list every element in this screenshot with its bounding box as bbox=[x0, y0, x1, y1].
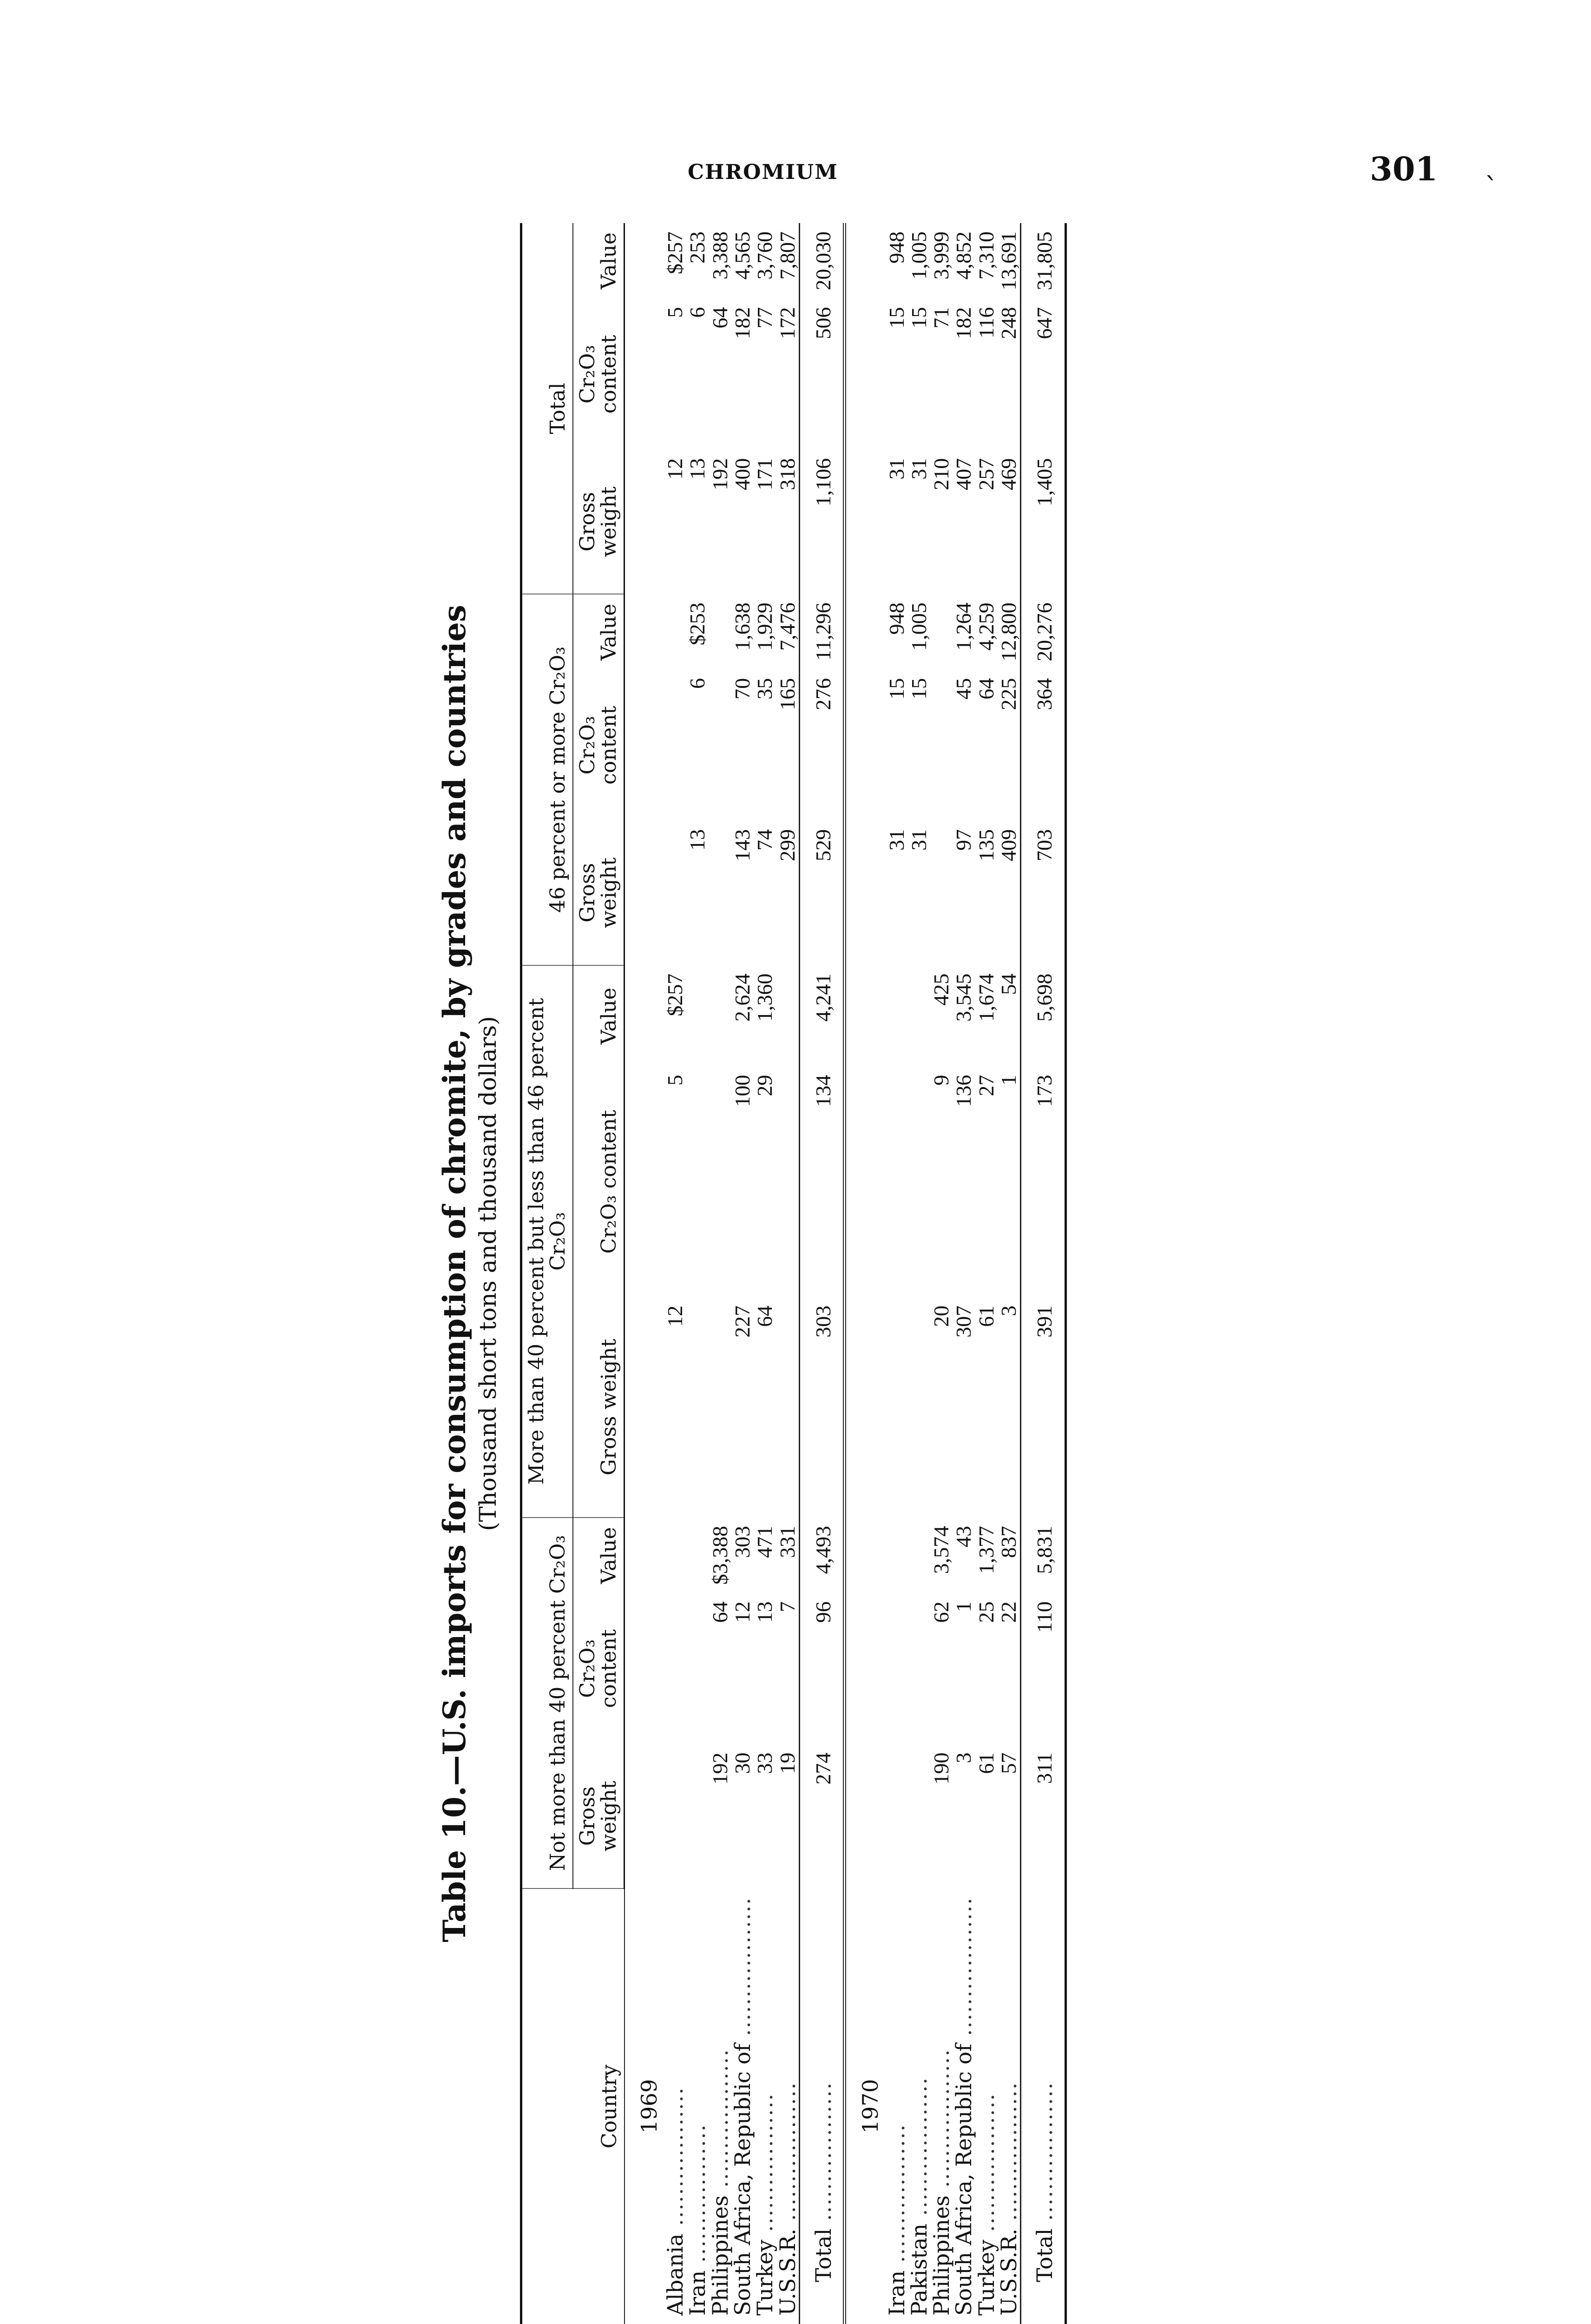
value-cell: 3,388 bbox=[708, 231, 732, 280]
value-cell bbox=[908, 1744, 930, 1889]
value-cell: 143 bbox=[730, 829, 755, 861]
subheader-cell: Cr₂O₃ content bbox=[573, 1067, 625, 1297]
value-cell: 299 bbox=[775, 829, 799, 861]
value-cell: 3 bbox=[997, 1305, 1020, 1316]
value-cell bbox=[886, 1744, 908, 1889]
subheader-cell: Gross weight bbox=[573, 1744, 625, 1889]
value-cell: 7,476 bbox=[775, 602, 799, 651]
value-cell: 61 bbox=[974, 1752, 998, 1774]
value-cell: 4,259 bbox=[974, 602, 998, 651]
value-cell: $3,388 bbox=[708, 1525, 732, 1585]
value-cell: 948 bbox=[884, 231, 908, 264]
value-cell: 74 bbox=[753, 829, 777, 851]
country-cell: Iran ..... bbox=[886, 1888, 908, 2324]
value-cell: 61 bbox=[974, 1305, 998, 1327]
subheader-cell: Value bbox=[573, 965, 625, 1067]
value-cell: 190 bbox=[929, 1752, 953, 1785]
value-cell: 71 bbox=[929, 307, 953, 329]
value-cell: 15 bbox=[884, 307, 908, 329]
table-row bbox=[908, 223, 930, 2324]
year-row bbox=[845, 223, 886, 2324]
total-value-cell: 506 bbox=[799, 299, 844, 450]
value-cell: 318 bbox=[775, 458, 799, 490]
total-value-cell: 1,405 bbox=[1021, 450, 1065, 594]
table-row bbox=[731, 223, 754, 2324]
value-cell: 837 bbox=[997, 1525, 1020, 1558]
value-cell bbox=[930, 594, 953, 670]
value-cell: 31 bbox=[907, 458, 931, 480]
stray-mark: ` bbox=[1485, 172, 1499, 205]
value-cell: 331 bbox=[775, 1525, 799, 1558]
value-cell bbox=[930, 821, 953, 965]
subheader-cell: Gross weight bbox=[573, 450, 625, 594]
table-row bbox=[975, 223, 998, 2324]
value-cell: 64 bbox=[708, 307, 732, 329]
table-row bbox=[953, 223, 975, 2324]
value-cell: 407 bbox=[952, 458, 976, 490]
value-cell: 409 bbox=[997, 829, 1020, 861]
value-cell: 12,800 bbox=[997, 602, 1020, 661]
total-row bbox=[799, 223, 844, 2324]
subheader-cell: Cr₂O₃ content bbox=[573, 670, 625, 821]
rotated-table-block bbox=[433, 223, 1158, 2324]
value-cell bbox=[886, 1297, 908, 1518]
total-value-cell: 20,030 bbox=[799, 223, 844, 299]
total-value-cell: 529 bbox=[799, 821, 844, 965]
value-cell: 1,360 bbox=[753, 973, 777, 1022]
total-value-cell: 11,296 bbox=[799, 594, 844, 670]
value-cell: 22 bbox=[997, 1601, 1020, 1623]
value-cell bbox=[664, 1744, 686, 1889]
year-row bbox=[625, 223, 664, 2324]
value-cell: 12 bbox=[663, 1305, 687, 1327]
table-title: Table 10.—U.S. imports for consumption of chromite, by grades and countries bbox=[436, 605, 473, 1942]
value-cell: 5 bbox=[663, 307, 687, 318]
value-cell: 31 bbox=[907, 829, 931, 851]
value-cell: 57 bbox=[997, 1752, 1020, 1774]
value-cell: 12 bbox=[663, 458, 687, 480]
value-cell bbox=[908, 1593, 930, 1744]
subheader-cell: Gross weight bbox=[573, 821, 625, 965]
table-row bbox=[754, 223, 776, 2324]
country-cell: Iran ..... bbox=[686, 1888, 709, 2324]
value-cell bbox=[908, 1067, 930, 1297]
total-label: Total ..... bbox=[1021, 1888, 1065, 2324]
value-cell: 100 bbox=[730, 1075, 755, 1107]
country-cell: U.S.S.R. ..... bbox=[998, 1888, 1021, 2324]
value-cell: 20 bbox=[929, 1305, 953, 1327]
value-cell: 31 bbox=[884, 458, 908, 480]
total-value-cell: 703 bbox=[1021, 821, 1065, 965]
value-cell: 12 bbox=[730, 1601, 755, 1623]
value-cell: 425 bbox=[929, 973, 953, 1006]
value-cell: 27 bbox=[974, 1075, 998, 1096]
page-number: 301 bbox=[1370, 150, 1438, 188]
value-cell bbox=[686, 1518, 709, 1593]
value-cell: 253 bbox=[685, 231, 710, 264]
value-cell: 7,807 bbox=[775, 231, 799, 280]
subheader-cell: Value bbox=[573, 223, 625, 299]
value-cell: 171 bbox=[753, 458, 777, 490]
value-cell: 30 bbox=[730, 1752, 755, 1774]
running-head: CHROMIUM bbox=[688, 160, 838, 184]
table-row bbox=[930, 223, 953, 2324]
total-value-cell: 364 bbox=[1021, 670, 1065, 821]
value-cell: 227 bbox=[730, 1305, 755, 1338]
value-cell: 77 bbox=[753, 307, 777, 329]
country-cell: Turkey ..... bbox=[754, 1888, 776, 2324]
value-cell bbox=[930, 670, 953, 821]
value-cell bbox=[886, 1067, 908, 1297]
value-cell bbox=[686, 1744, 709, 1889]
value-cell: 13,691 bbox=[997, 231, 1020, 290]
value-cell: 64 bbox=[708, 1601, 732, 1623]
value-cell bbox=[664, 670, 686, 821]
value-cell: 257 bbox=[974, 458, 998, 490]
value-cell: 248 bbox=[997, 307, 1020, 339]
total-label: Total ..... bbox=[799, 1888, 844, 2324]
table-row bbox=[998, 223, 1021, 2324]
value-cell: 15 bbox=[907, 307, 931, 329]
value-cell: 1,674 bbox=[974, 973, 998, 1022]
country-cell: Philippines ..... bbox=[930, 1888, 953, 2324]
value-cell: 1 bbox=[952, 1601, 976, 1612]
value-cell: $257 bbox=[663, 973, 687, 1017]
value-cell: 172 bbox=[775, 307, 799, 339]
value-cell: 165 bbox=[775, 678, 799, 710]
value-cell: 6 bbox=[685, 678, 710, 689]
total-value-cell: 5,698 bbox=[1021, 965, 1065, 1067]
value-cell: 3,760 bbox=[753, 231, 777, 280]
group-header: 46 percent or more Cr₂O₃ bbox=[521, 594, 573, 965]
value-cell: 1,638 bbox=[730, 602, 755, 651]
value-cell bbox=[776, 965, 800, 1067]
value-cell: 3 bbox=[952, 1752, 976, 1763]
value-cell: 1,264 bbox=[952, 602, 976, 651]
value-cell: 35 bbox=[753, 678, 777, 700]
value-cell: 31 bbox=[884, 829, 908, 851]
value-cell: 182 bbox=[952, 307, 976, 339]
value-cell bbox=[664, 821, 686, 965]
total-value-cell: 4,493 bbox=[799, 1518, 844, 1593]
country-cell: U.S.S.R. ..... bbox=[776, 1888, 800, 2324]
value-cell: 1 bbox=[997, 1075, 1020, 1086]
value-cell: 19 bbox=[775, 1752, 799, 1774]
value-cell bbox=[886, 1593, 908, 1744]
group-header: Total bbox=[521, 223, 573, 594]
value-cell bbox=[908, 965, 930, 1067]
value-cell bbox=[686, 965, 709, 1067]
value-cell bbox=[886, 1518, 908, 1593]
value-cell: 116 bbox=[974, 307, 998, 338]
value-cell: 62 bbox=[929, 1601, 953, 1623]
year-label: 1969 bbox=[636, 2079, 662, 2134]
value-cell: 469 bbox=[997, 458, 1020, 490]
value-cell: 210 bbox=[929, 458, 953, 490]
value-cell: 33 bbox=[753, 1752, 777, 1774]
country-cell: Turkey ..... bbox=[975, 1888, 998, 2324]
value-cell: 400 bbox=[730, 458, 755, 490]
total-value-cell: 20,276 bbox=[1021, 594, 1065, 670]
value-cell: 471 bbox=[753, 1525, 777, 1558]
value-cell: 15 bbox=[884, 678, 908, 700]
country-cell: South Africa, Republic of ..... bbox=[953, 1888, 975, 2324]
value-cell bbox=[709, 594, 731, 670]
subheader-cell: Value bbox=[573, 1518, 625, 1593]
value-cell bbox=[709, 965, 731, 1067]
value-cell: 5 bbox=[663, 1075, 687, 1086]
value-cell: 29 bbox=[753, 1075, 777, 1096]
value-cell: 64 bbox=[974, 678, 998, 700]
value-cell: 182 bbox=[730, 307, 755, 339]
country-cell: South Africa, Republic of ..... bbox=[731, 1888, 754, 2324]
total-value-cell: 1,106 bbox=[799, 450, 844, 594]
subheader-cell: Gross weight bbox=[573, 1297, 625, 1518]
country-cell: Pakistan ..... bbox=[908, 1888, 930, 2324]
value-cell: 1,929 bbox=[753, 602, 777, 651]
value-cell bbox=[709, 821, 731, 965]
subheader-cell: Cr₂O₃ content bbox=[573, 299, 625, 450]
value-cell bbox=[908, 1297, 930, 1518]
value-cell: 3,999 bbox=[929, 231, 953, 280]
total-value-cell: 276 bbox=[799, 670, 844, 821]
total-value-cell: 134 bbox=[799, 1067, 844, 1297]
value-cell: 54 bbox=[997, 973, 1020, 995]
value-cell: 1,005 bbox=[907, 231, 931, 280]
value-cell: 3,545 bbox=[952, 973, 976, 1022]
value-cell: 97 bbox=[952, 829, 976, 851]
value-cell: 25 bbox=[974, 1601, 998, 1623]
total-value-cell: 303 bbox=[799, 1297, 844, 1518]
total-value-cell: 4,241 bbox=[799, 965, 844, 1067]
value-cell bbox=[709, 1297, 731, 1518]
total-value-cell: 391 bbox=[1021, 1297, 1065, 1518]
value-cell: 13 bbox=[685, 458, 710, 480]
value-cell: 7 bbox=[775, 1601, 799, 1612]
value-cell: 13 bbox=[753, 1601, 777, 1623]
table-row bbox=[664, 223, 686, 2324]
value-cell: 192 bbox=[708, 1752, 732, 1785]
value-cell: 15 bbox=[907, 678, 931, 700]
value-cell: 135 bbox=[974, 829, 998, 861]
table-body bbox=[625, 223, 1065, 2324]
value-cell: 13 bbox=[685, 829, 710, 851]
value-cell bbox=[709, 670, 731, 821]
value-cell: 136 bbox=[952, 1075, 976, 1107]
total-value-cell: 96 bbox=[799, 1593, 844, 1744]
value-cell: 303 bbox=[730, 1525, 755, 1558]
subheader-cell: Value bbox=[573, 594, 625, 670]
value-cell bbox=[686, 1067, 709, 1297]
total-value-cell: 31,805 bbox=[1021, 223, 1065, 299]
total-row bbox=[1021, 223, 1065, 2324]
chromite-imports-table bbox=[520, 223, 1067, 2324]
value-cell: 1,005 bbox=[907, 602, 931, 651]
subheader-cell: Cr₂O₃ content bbox=[573, 1593, 625, 1744]
value-cell: 64 bbox=[753, 1305, 777, 1327]
total-value-cell: 647 bbox=[1021, 299, 1065, 450]
value-cell bbox=[908, 1518, 930, 1593]
table-row bbox=[709, 223, 731, 2324]
value-cell: 225 bbox=[997, 678, 1020, 710]
value-cell bbox=[664, 1593, 686, 1744]
value-cell: 70 bbox=[730, 678, 755, 700]
country-cell: Albania ..... bbox=[664, 1888, 686, 2324]
table-row bbox=[886, 223, 908, 2324]
table-row bbox=[776, 223, 800, 2324]
value-cell: $257 bbox=[663, 231, 687, 274]
value-cell bbox=[886, 965, 908, 1067]
value-cell bbox=[686, 1593, 709, 1744]
value-cell bbox=[664, 594, 686, 670]
table-subtitle: (Thousand short tons and thousand dollars) bbox=[474, 1016, 501, 1531]
value-cell: 7,310 bbox=[974, 231, 998, 280]
group-header: More than 40 percent but less than 46 percent Cr₂O₃ bbox=[521, 965, 573, 1518]
value-cell: 45 bbox=[952, 678, 976, 700]
value-cell: 192 bbox=[708, 458, 732, 490]
country-header: Country bbox=[521, 1888, 625, 2324]
value-cell: 1,377 bbox=[974, 1525, 998, 1574]
value-cell bbox=[664, 1518, 686, 1593]
value-cell: 43 bbox=[952, 1525, 976, 1547]
value-cell: 9 bbox=[929, 1075, 953, 1086]
value-cell: 3,574 bbox=[929, 1525, 953, 1574]
country-cell: Philippines ..... bbox=[709, 1888, 731, 2324]
year-label: 1970 bbox=[858, 2079, 883, 2134]
value-cell bbox=[686, 1297, 709, 1518]
value-cell bbox=[776, 1067, 800, 1297]
total-value-cell: 311 bbox=[1021, 1744, 1065, 1889]
value-cell: 4,852 bbox=[952, 231, 976, 280]
total-value-cell: 110 bbox=[1021, 1593, 1065, 1744]
value-cell bbox=[776, 1297, 800, 1518]
value-cell: 4,565 bbox=[730, 231, 755, 280]
total-value-cell: 274 bbox=[799, 1744, 844, 1889]
value-cell: 6 bbox=[685, 307, 710, 318]
total-value-cell: 173 bbox=[1021, 1067, 1065, 1297]
value-cell bbox=[709, 1067, 731, 1297]
value-cell: 307 bbox=[952, 1305, 976, 1338]
total-value-cell: 5,831 bbox=[1021, 1518, 1065, 1593]
value-cell: $253 bbox=[685, 602, 710, 646]
group-header: Not more than 40 percent Cr₂O₃ bbox=[521, 1518, 573, 1888]
table-row bbox=[686, 223, 709, 2324]
value-cell: 948 bbox=[884, 602, 908, 635]
value-cell: 2,624 bbox=[730, 973, 755, 1022]
